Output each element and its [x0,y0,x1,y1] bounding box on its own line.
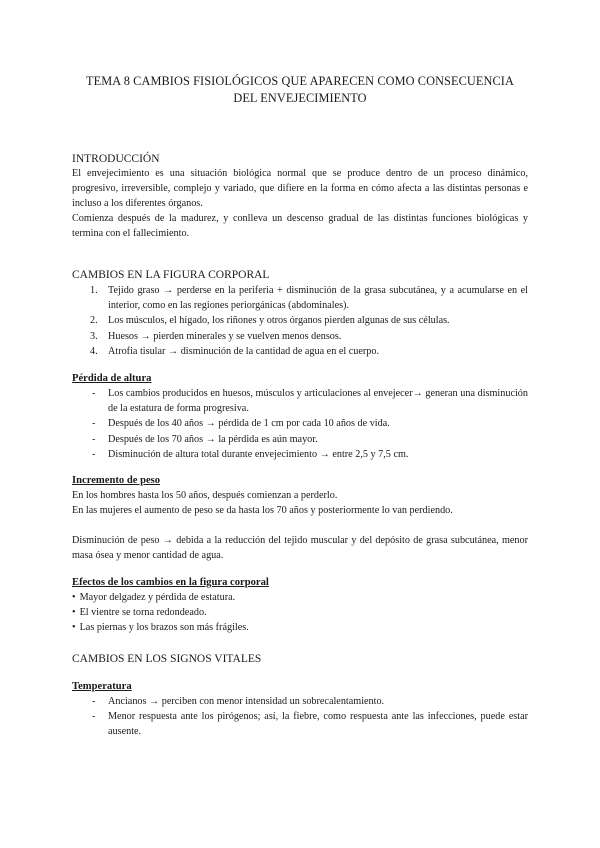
dash-marker: - [92,433,96,445]
intro-paragraph-1: El envejecimiento es una situación biológica normal que se produce dentro de un proceso dinámico, progresivo, irreversible, complejo y variado, que difiere en la forma en cómo afecta a las distintas personas e incluso a los diferentes órganos. [72,168,528,210]
efectos-heading: Efectos de los cambios en la figura corporal [72,577,269,588]
temperatura-dash-list [72,694,528,740]
bullet-marker: • [72,607,76,619]
list-item [72,283,528,313]
dash-marker: - [92,418,96,430]
list-item-text: Después de los 40 años → pérdida de 1 cm por cada 10 años de vida. [108,418,390,430]
list-item-text: Las piernas y los brazos son más frágiles. [79,622,249,634]
list-item-text: Huesos → pierden minerales y se vuelven menos densos. [108,330,342,342]
temperatura-heading: Temperatura [72,681,132,692]
dash-marker: - [92,696,96,707]
list-item [72,447,528,462]
intro-heading: INTRODUCCIÓN [72,153,160,165]
bullet-marker: • [72,622,76,634]
peso-paragraph-3: Disminución de peso → debida a la reducción del tejido muscular y del depósito de grasa subcutánea, menor masa ósea y menor cantidad de agua. [72,535,528,562]
title-line-2: DEL ENVEJECIMIENTO [233,91,367,105]
list-item [72,590,528,605]
list-number: 4. [90,345,98,357]
list-item [72,432,528,447]
signos-heading: CAMBIOS EN LOS SIGNOS VITALES [72,653,262,665]
list-item-text: Los cambios producidos en huesos, músculos y articulaciones al envejecer→ generan una disminución de la estatura de forma progresiva. [108,388,528,415]
dash-marker: - [92,448,96,460]
list-item [72,620,528,635]
dash-marker: - [92,388,96,399]
dash-marker: - [92,711,96,723]
intro-paragraph-2: Comienza después de la madurez, y conlleva un descenso gradual de las distintas funciones biológicas y termina con el fallecimiento. [72,213,528,240]
efectos-bullet-list [72,590,528,636]
peso-line-1: En los hombres hasta los 50 años, después comienzan a perderlo. [72,490,338,501]
list-number: 1. [90,285,98,296]
peso-heading: Incremento de peso [72,475,161,486]
list-item [72,344,528,359]
list-item [72,313,528,328]
list-item-text: Mayor delgadez y pérdida de estatura. [79,592,236,603]
list-item-text: Los músculos, el hígado, los riñones y otros órganos pierden algunas de sus células. [108,315,450,327]
list-item-text: Atrofia tisular → disminución de la cantidad de agua en el cuerpo. [108,345,380,357]
list-item-text: Ancianos → perciben con menor intensidad un sobrecalentamiento. [108,696,385,707]
list-number: 3. [90,330,98,342]
figura-heading: CAMBIOS EN LA FIGURA CORPORAL [72,269,270,281]
list-item-text: Después de los 70 años → la pérdida es aún mayor. [108,433,318,445]
altura-heading: Pérdida de altura [72,373,152,384]
list-item [72,709,528,739]
title-line-1: TEMA 8 CAMBIOS FISIOLÓGICOS QUE APARECEN COMO CONSECUENCIA [86,74,514,88]
list-item [72,605,528,620]
list-item [72,416,528,431]
list-item-text: Menor respuesta ante los pirógenos; así, la fiebre, como respuesta ante las infecciones, puede estar ausente. [108,711,528,738]
list-item [72,329,528,344]
document-title [72,73,528,107]
list-item [72,694,528,709]
bullet-marker: • [72,592,76,603]
figura-numbered-list [72,283,528,359]
list-item-text: Tejido graso → perderse en la periferia + disminución de la grasa subcutánea, y a acumularse en el interior, como en las regiones periorgánicas (abdominales). [108,285,528,312]
altura-dash-list [72,386,528,462]
list-item [72,386,528,416]
list-item-text: El vientre se torna redondeado. [79,607,207,619]
list-number: 2. [90,315,98,327]
peso-line-2: En las mujeres el aumento de peso se da hasta los 70 años y posteriormente lo van perdiendo. [72,505,453,516]
list-item-text: Disminución de altura total durante envejecimiento → entre 2,5 y 7,5 cm. [108,448,409,460]
